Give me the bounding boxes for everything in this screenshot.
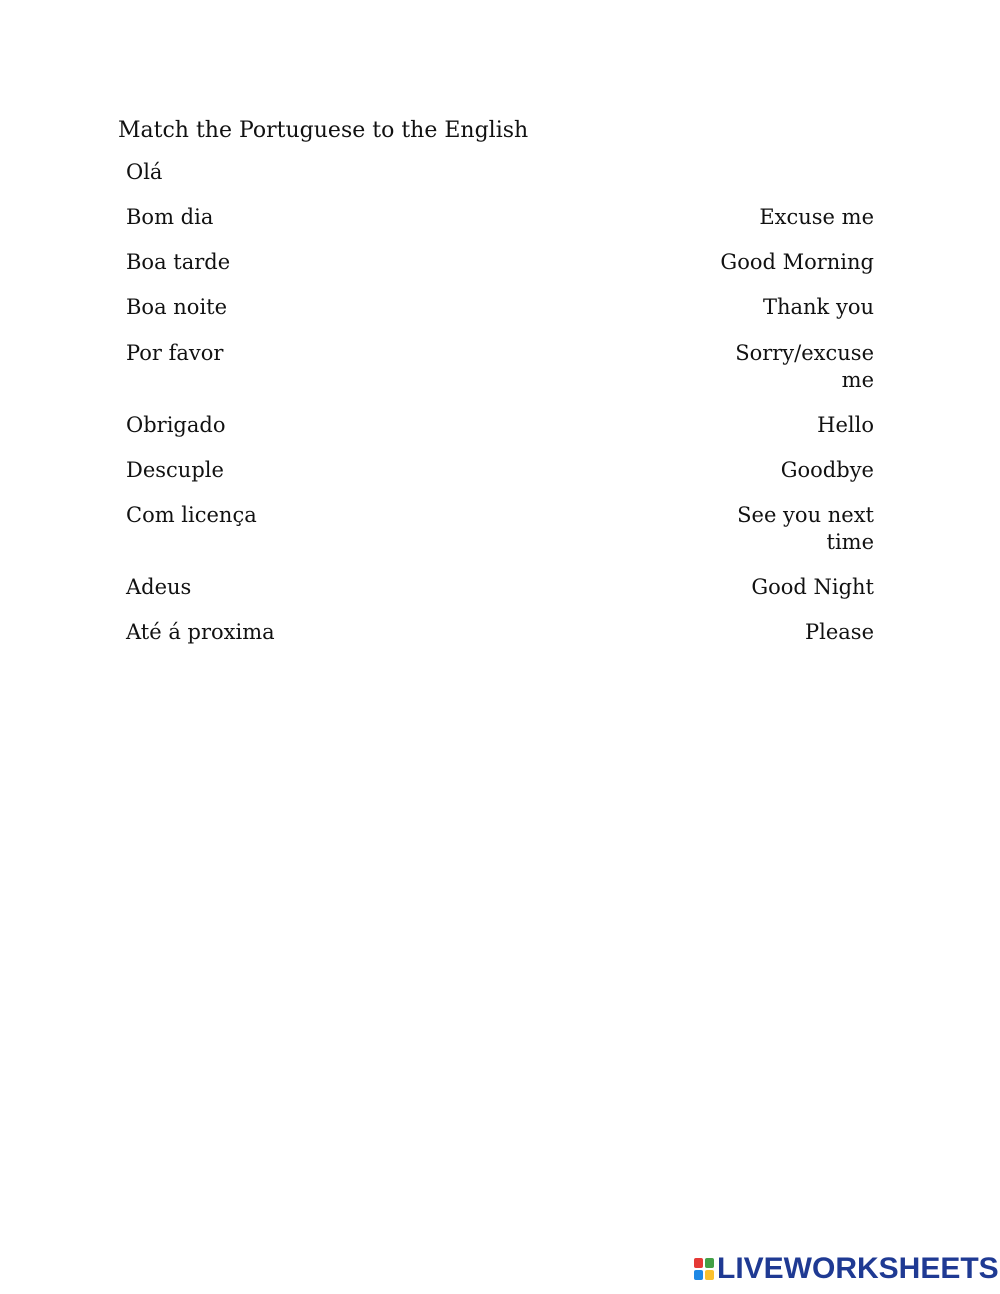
portuguese-term: Por favor [126,341,224,365]
portuguese-term: Boa noite [126,295,228,319]
logo-tile [694,1258,703,1268]
portuguese-term: Obrigado [126,413,226,437]
english-term: Goodbye [780,458,874,482]
english-term: Good Morning [720,250,874,274]
english-term: Hello [817,413,874,437]
english-term: Please [805,620,874,644]
worksheet-title: Match the Portuguese to the English [118,118,529,143]
liveworksheets-logo [694,1252,999,1286]
logo-tile [694,1270,703,1280]
english-term: See you next time [737,503,874,554]
logo-tile [705,1270,714,1280]
portuguese-term: Olá [126,160,163,184]
logo-tile [705,1258,714,1268]
english-term: Sorry/excuse me [735,341,874,392]
portuguese-term: Com licença [126,503,257,527]
portuguese-term: Adeus [126,575,192,599]
portuguese-term: Bom dia [126,205,214,229]
english-term: Excuse me [759,205,874,229]
liveworksheets-logo-icon [694,1258,714,1280]
english-term: Thank you [762,295,874,319]
portuguese-term: Descuple [126,458,224,482]
portuguese-term: Até á proxima [126,620,275,644]
portuguese-term: Boa tarde [126,250,231,274]
liveworksheets-logo-text: LIVEWORKSHEETS [717,1252,999,1285]
english-term: Good Night [751,575,874,599]
